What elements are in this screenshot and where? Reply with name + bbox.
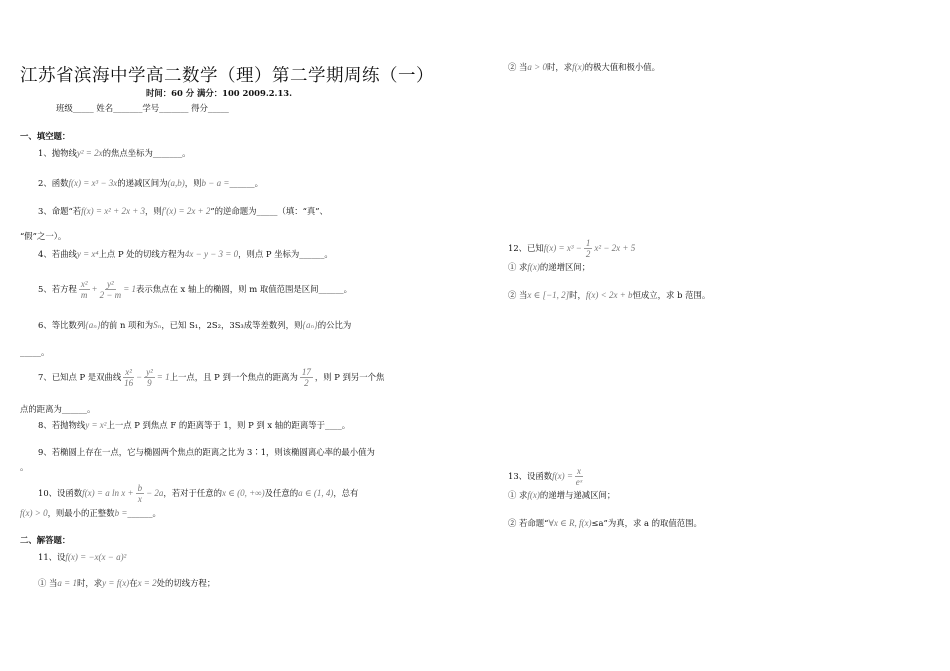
fraction: $\frac{b}{x}$ xyxy=(137,483,143,504)
fraction: $\frac{17}{2}$ xyxy=(301,367,311,388)
question-9: 9、若椭圆上存在一点，它与椭圆两个焦点的距离之比为 3∶1，则该椭圆离心率的最小值为 xyxy=(38,447,375,457)
question-13-part2: ② 若命题“∀x ∈ R, f(x)≤a”为真，求 a 的取值范围。 xyxy=(508,518,702,528)
question-4: 4、若曲线y = x⁴上点 P 处的切线方程为4x − y − 3 = 0，则点 P 坐标为______。 xyxy=(38,249,333,259)
question-3: 3、命题“若f(x) = x² + 2x + 3，则f′(x) = 2x + 2”的逆命题为_____（填：“真”、 xyxy=(38,206,328,216)
student-info-line: 班级_____ 姓名_______学号_______ 得分_____ xyxy=(56,103,229,113)
question-6: 6、等比数列{aₙ}的前 n 项和为Sₙ，已知 S₁，2S₂，3S₃成等差数列，则{aₙ}的公比为 xyxy=(38,320,352,330)
question-1: 1、抛物线y² = 2x的焦点坐标为_______。 xyxy=(38,148,191,158)
question-9-continued: 。 xyxy=(20,462,29,472)
question-10: 10、设函数f(x) = a ln x + $\frac{b}{x}$ − 2a，若对于任意的x ∈ (0, +∞)及任意的a ∈ (1, 4)，总有 xyxy=(38,483,359,504)
fraction: $\frac{\text{x²}}{m}$ xyxy=(80,279,88,300)
question-5: 5、若方程 $\frac{\text{x²}}{m}$ + $\frac{\text{y²}}{2 - m}$ = 1表示焦点在 x 轴上的椭圆，则 m 取值范围是区间______。 xyxy=(38,279,352,300)
question-11-part2: ② 当a > 0时，求f(x)的极大值和极小值。 xyxy=(508,62,660,72)
question-6-continued: _____。 xyxy=(20,347,50,357)
page-title: 江苏省滨海中学高二数学（理）第二学期周练（一） xyxy=(20,66,434,86)
exam-meta: 时间：60 分 满分：100 2009.2.13. xyxy=(146,88,293,98)
question-3-continued: “假”之一）。 xyxy=(20,231,67,241)
fraction: $\frac{x}{\text{eˣ}}$ xyxy=(575,466,583,487)
question-12-part1: ① 求f(x)的递增区间； xyxy=(508,262,591,272)
fraction: $\frac{\text{y²}}{2 - m}$ xyxy=(99,279,122,300)
question-12: 12、已知f(x) = x³ − $\frac{1}{2}$ x² − 2x + 5 xyxy=(508,238,636,259)
question-13-part1: ① 求f(x)的递增与递减区间； xyxy=(508,490,616,500)
question-11-part1: ① 当a = 1时，求y = f(x)在x = 2处的切线方程； xyxy=(38,578,216,588)
question-13: 13、设函数f(x) = $\frac{x}{\text{eˣ}}$ xyxy=(508,466,583,487)
section-heading-solve: 二、解答题： xyxy=(20,535,71,545)
question-8: 8、若抛物线y = x²上一点 P 到焦点 F 的距离等于 1，则 P 到 x 轴的距离等于____。 xyxy=(38,420,351,430)
question-2: 2、函数f(x) = x³ − 3x的递减区间为(a,b)，则b − a =______。 xyxy=(38,178,263,188)
fraction: $\frac{1}{2}$ xyxy=(585,238,591,259)
question-7-continued: 点的距离为______。 xyxy=(20,404,96,414)
question-7: 7、已知点 P 是双曲线 $\frac{\text{x²}}{16}$ − $\frac{\text{y²}}{9}$ = 1上一点，且 P 到一个焦点的距离为 $\frac{17}{2}$ ，则 P 到另一个焦 xyxy=(38,367,385,388)
fraction: $\frac{\text{y²}}{9}$ xyxy=(146,367,153,388)
fraction: $\frac{\text{x²}}{16}$ xyxy=(124,367,134,388)
question-12-part2: ② 当x ∈ [−1, 2]时，f(x) < 2x + b恒成立，求 b 范围。 xyxy=(508,290,711,300)
section-heading-fill: 一、填空题： xyxy=(20,131,71,141)
question-11: 11、设f(x) = −x(x − a)² xyxy=(38,552,127,562)
question-10-continued: f(x) > 0，则最小的正整数b =______。 xyxy=(20,508,161,518)
